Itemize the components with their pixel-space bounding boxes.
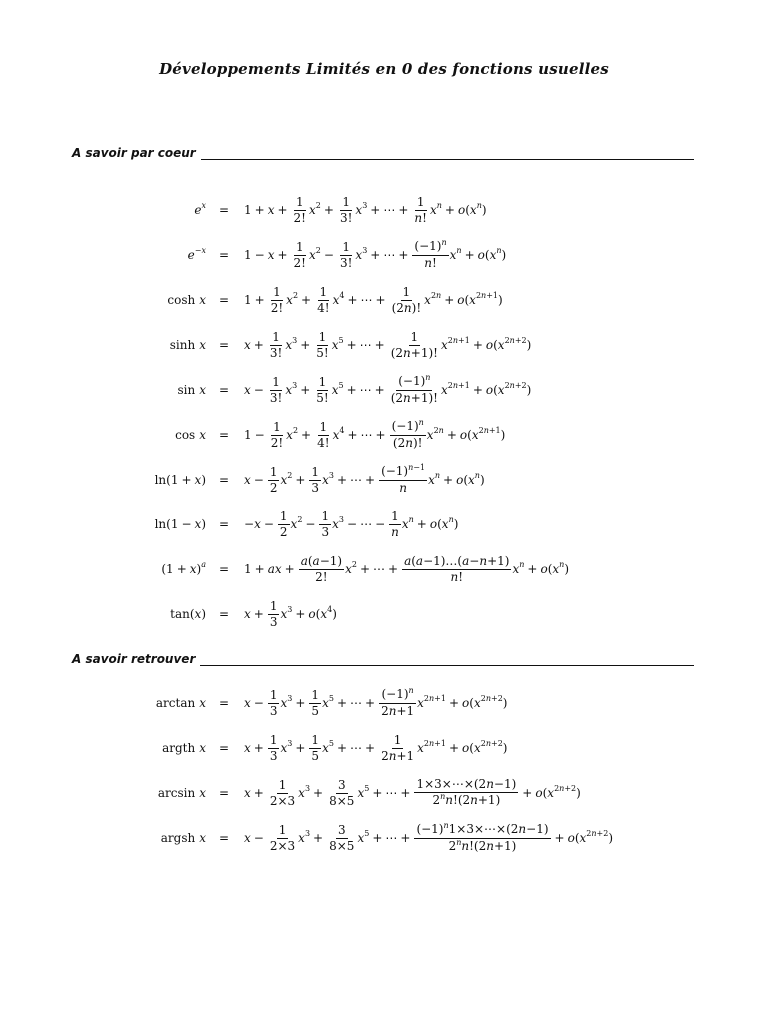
page-title: Développements Limités en 0 des fonctions usuelles <box>159 60 609 78</box>
equals-sign: = <box>219 203 230 217</box>
formula-cosh: cosh x = 1 + $\frac{1}{2!}$ x $^2$ + $\frac{1}{4!}$ x $^4$ + ⋯ + $\frac{1}{(2n)!}$ x $^{2n}$ + o ( x $^{2n +1}$ ) <box>167 284 503 315</box>
formula-arcsin: arcsin x = x + $\frac{1}{2\times 3}$ x $^3$ + $\frac{3}{8\times 5}$ x $^5$ + ⋯ + $\frac{1\times 3\times\cdots\times(2n-1)}{2^nn!(2n+1)}$ + o ( x $^{2n +2}$ ) <box>157 777 581 808</box>
formula-tan: tan( x ) = x + $\frac{1}{3}$ x $^3$ + o ( x $^4$ ) <box>170 598 337 629</box>
formula-argth: argth x = x + $\frac{1}{3}$ x $^3$ + $\frac{1}{5}$ x $^5$ + ⋯ + $\frac{1}{2n+1}$ x $^{2n +1}$ + o ( x $^{2n +2}$ ) <box>162 732 508 763</box>
formula-power: (1 + x ) $^a$ = 1 + ax + $\frac{a(a-1)}{2!}$ x $^2$ + ⋯ + $\frac{a(a-1)\dots(a-n+1)}{n!}$ x $^n$ + o ( x $^n$ ) <box>161 553 569 584</box>
formula-argsh: argsh x = x − $\frac{1}{2\times 3}$ x $^3$ + $\frac{3}{8\times 5}$ x $^5$ + ⋯ + $\frac{(-1)^n1\times 3\times\cdots\times(2n-1)}{2^nn!(2n+1)}$ + o ( x $^{2n +2}$ ) <box>160 820 614 853</box>
formula-sinh: sinh x = x + $\frac{1}{3!}$ x $^3$ + $\frac{1}{5!}$ x $^5$ + ⋯ + $\frac{1}{(2n+1)!}$ x $^{2n +1}$ + o ( x $^{2n +2}$ ) <box>169 329 532 360</box>
section-label: A savoir retrouver <box>72 652 196 666</box>
formula-exp: e $^x$ = 1 + x + $\frac{1}{2!}$ x $^2$ + $\frac{1}{3!}$ x $^3$ + ⋯ + $\frac{1}{n!}$ x $^n$ + o ( x $^n$ ) <box>0 188 768 232</box>
formula-exp-neg: e $^{-x}$ = 1 − x + $\frac{1}{2!}$ x $^2$ − $\frac{1}{3!}$ x $^3$ + ⋯ + $\frac{(-1)^n}{n!}$ x $^n$ + o ( x $^n$ ) <box>187 238 507 270</box>
formula-cos: cos x = 1 − $\frac{1}{2!}$ x $^2$ + $\frac{1}{4!}$ x $^4$ + ⋯ + $\frac{(-1)^n}{(2n)!}$ x $^{2n}$ + o ( x $^{2n +1}$ ) <box>175 418 506 450</box>
formula-ln-minus: ln(1 − x ) = − x − $\frac{1}{2}$ x $^2$ − $\frac{1}{3}$ x $^3$ − ⋯ − $\frac{1}{n}$ x $^n$ + o ( x $^n$ ) <box>154 508 459 539</box>
section-label: A savoir par coeur <box>72 146 196 160</box>
formula-sin: sin x = x − $\frac{1}{3!}$ x $^3$ + $\frac{1}{5!}$ x $^5$ + ⋯ + $\frac{(-1)^n}{(2n+1)!}$ x $^{2n +1}$ + o ( x $^{2n +2}$ ) <box>177 373 532 405</box>
formula-arctan: arctan x = x − $\frac{1}{3}$ x $^3$ + $\frac{1}{5}$ x $^5$ + ⋯ + $\frac{(-1)^n}{2n+1}$ x $^{2n +1}$ + o ( x $^{2n +2}$ ) <box>155 686 508 718</box>
section-heading-retrouver <box>72 652 694 666</box>
formula-ln-plus: ln(1 + x ) = x − $\frac{1}{2}$ x $^2$ + $\frac{1}{3}$ x $^3$ + ⋯ + $\frac{(-1)^{n-1}}{n}$ x $^n$ + o ( x $^n$ ) <box>154 463 485 495</box>
section-rule <box>201 149 694 160</box>
section-rule <box>200 655 694 666</box>
section-heading-par-coeur <box>72 146 694 160</box>
